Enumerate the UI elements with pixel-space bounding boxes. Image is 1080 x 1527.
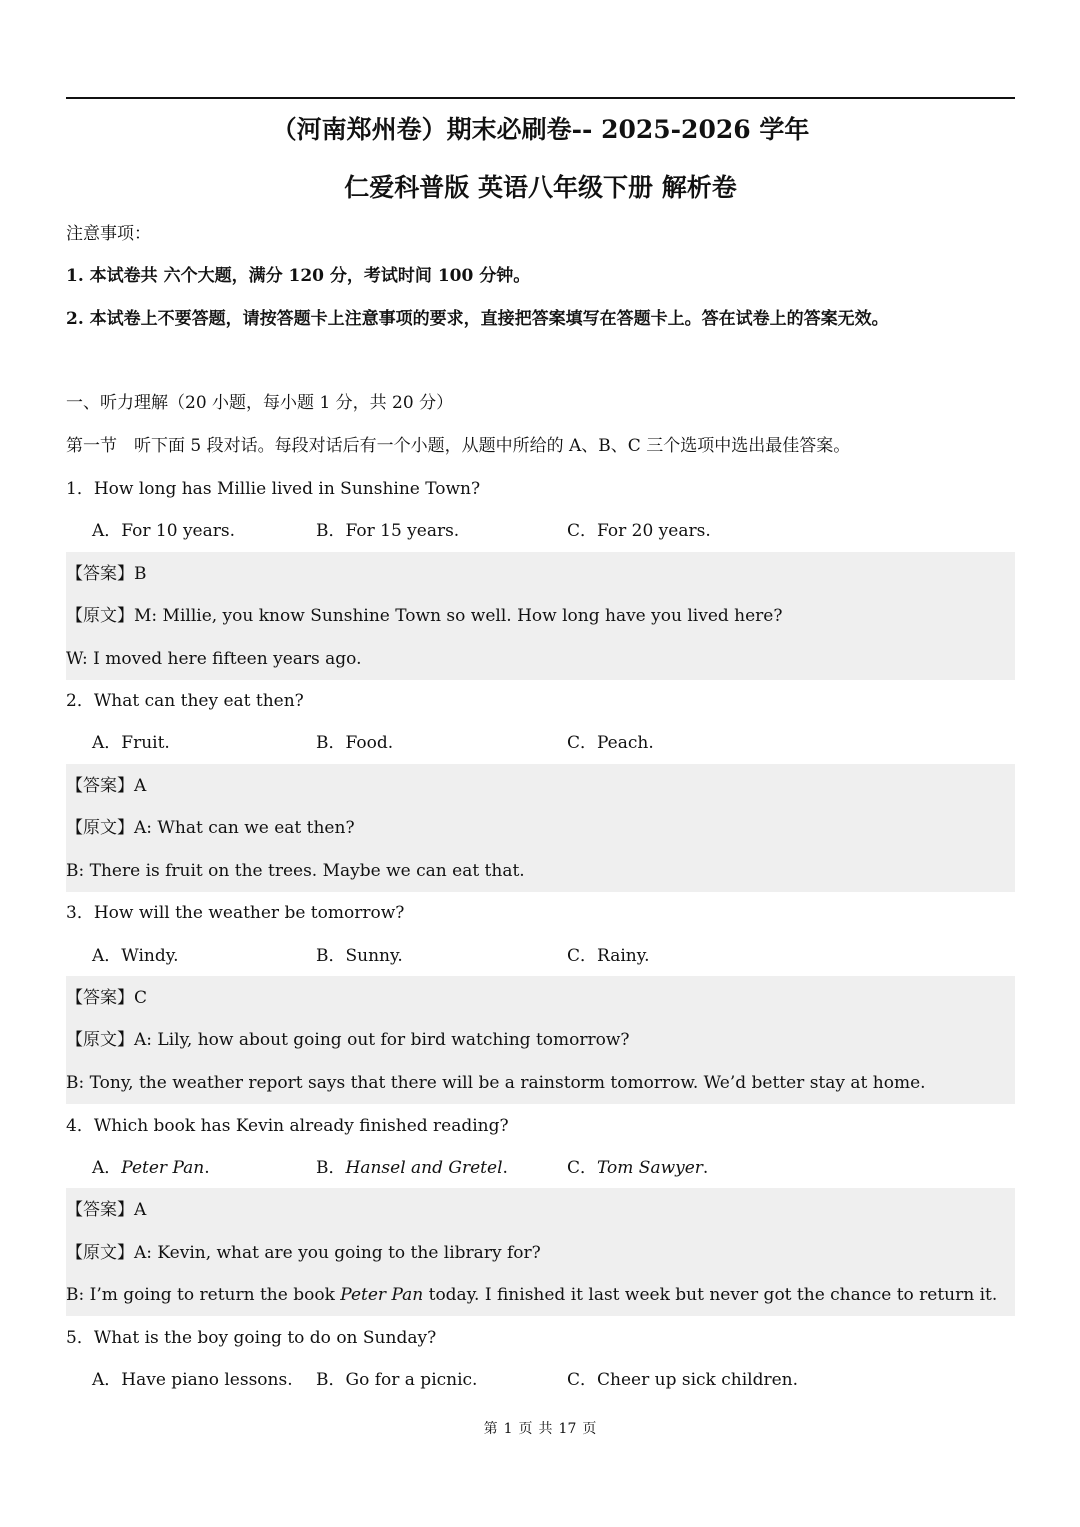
question-1: 1．How long has Millie lived in Sunshine Town? [66, 479, 481, 499]
question-5-option-c: C．Cheer up sick children. [567, 1370, 799, 1390]
page-title-line2: 仁爱科普版 英语八年级下册 解析卷 [344, 173, 737, 202]
footer-text: 共 [538, 1421, 553, 1437]
question-1-transcript-2: W: I moved here fifteen years ago. [66, 649, 362, 669]
question-4-option-b: B．Hansel and Gretel. [316, 1158, 508, 1178]
section-instruction: 第一节 听下面 5 段对话。每段对话后有一个小题，从题中所给的 A、B、C 三个选项中选出最佳答案。 [66, 436, 851, 456]
question-5: 5．What is the boy going to do on Sunday? [66, 1328, 437, 1348]
question-4: 4．Which book has Kevin already finished reading? [66, 1116, 509, 1136]
notes-heading: 注意事项： [66, 224, 151, 244]
question-1-answer: 【答案】B [66, 564, 147, 584]
top-rule [66, 97, 1015, 99]
question-3-option-c: C．Rainy. [567, 946, 650, 966]
note-item-2: 2. 本试卷上不要答题，请按答题卡上注意事项的要求，直接把答案填写在答题卡上。答在试卷上的答案无效。 [66, 309, 889, 329]
question-1-transcript-1: 【原文】M: Millie, you know Sunshine Town so well. How long have you lived here? [66, 606, 783, 626]
question-3-option-a: A．Windy. [92, 946, 179, 966]
question-3-option-b: B．Sunny. [316, 946, 403, 966]
question-1-option-b: B．For 15 years. [316, 521, 460, 541]
note-item-1: 1. 本试卷共 六个大题，满分 120 分，考试时间 100 分钟。 [66, 266, 531, 286]
question-2-transcript-1: 【原文】A: What can we eat then? [66, 818, 355, 838]
question-2: 2．What can they eat then? [66, 691, 304, 711]
footer-total-pages: 17 [558, 1421, 577, 1437]
question-2-option-c: C．Peach. [567, 733, 654, 753]
question-4-transcript-1: 【原文】A: Kevin, what are you going to the library for? [66, 1243, 541, 1263]
question-4-option-c: C．Tom Sawyer. [567, 1158, 709, 1178]
question-3: 3．How will the weather be tomorrow? [66, 903, 405, 923]
question-4-answer: 【答案】A [66, 1200, 147, 1220]
page-footer [0, 1418, 1080, 1438]
question-2-option-a: A．Fruit. [92, 733, 170, 753]
question-5-option-a: A．Have piano lessons. [92, 1370, 293, 1390]
question-2-answer: 【答案】A [66, 776, 147, 796]
footer-text: 第 [483, 1421, 498, 1437]
question-3-transcript-1: 【原文】A: Lily, how about going out for bird watching tomorrow? [66, 1030, 630, 1050]
question-3-answer: 【答案】C [66, 988, 148, 1008]
question-4-transcript-2: B: I’m going to return the book Peter Pan today. I finished it last week but never got the chance to return it. [66, 1285, 998, 1305]
question-4-option-a: A．Peter Pan. [92, 1158, 210, 1178]
footer-text: 页 [518, 1421, 533, 1437]
question-2-option-b: B．Food. [316, 733, 394, 753]
question-1-option-c: C．For 20 years. [567, 521, 711, 541]
page-title-line1: （河南郑州卷）期末必刷卷-- 2025-2026 学年 [271, 115, 810, 144]
footer-page-number: 1 [503, 1421, 513, 1437]
footer-text: 页 [582, 1421, 597, 1437]
question-2-transcript-2: B: There is fruit on the trees. Maybe we can eat that. [66, 861, 525, 881]
question-3-transcript-2: B: Tony, the weather report says that there will be a rainstorm tomorrow. We’d better stay at home. [66, 1073, 926, 1093]
question-1-option-a: A．For 10 years. [92, 521, 235, 541]
question-5-option-b: B．Go for a picnic. [316, 1370, 478, 1390]
section-title: 一、听力理解（20 小题，每小题 1 分，共 20 分） [66, 393, 454, 413]
